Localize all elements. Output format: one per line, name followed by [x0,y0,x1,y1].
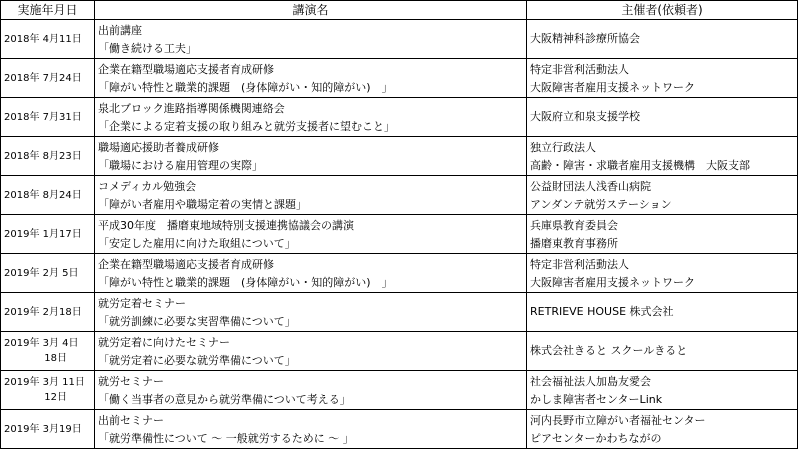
title-cell [95,410,527,449]
organizer-line: 株式会社きると スクールきると [530,344,688,357]
organizer-cell [527,293,798,332]
title-cell [95,20,527,59]
title-line: 「安定した雇用に向けた取組について」 [98,237,296,250]
table-row [1,137,798,176]
header-organizer: 主催者(依頼者) [527,1,798,20]
organizer-cell [527,410,798,449]
organizer-line: 大阪障害者雇用支援ネットワーク [530,276,695,289]
date-cell [1,137,95,176]
organizer-line: 播磨東教育事務所 [530,237,618,250]
date-text: 2019年 3月19日 [4,423,82,435]
organizer-line: 兵庫県教育委員会 [530,219,618,232]
organizer-line: ピアセンターかわちながの [530,432,662,445]
date-cell [1,254,95,293]
table-row [1,176,798,215]
date-cell [1,20,95,59]
title-line: 「働く当事者の意見から就労準備について考える」 [98,393,351,406]
date-text: 2019年 2月 5日 [4,267,79,279]
table-row [1,59,798,98]
title-line: 「就労定着に必要な就労準備について」 [98,354,296,367]
date-cell [1,371,95,410]
title-cell [95,215,527,254]
organizer-cell [527,59,798,98]
table-row [1,410,798,449]
title-line: 泉北ブロック進路指導関係機関連絡会 [98,102,285,115]
organizer-cell [527,137,798,176]
date-text: 2018年 8月23日 [4,150,82,162]
title-line: 出前講座 [98,24,142,37]
table-row [1,98,798,137]
header-title: 講演名 [95,1,527,20]
title-line: 「障がい特性と職業的課題 (身体障がい・知的障がい) 」 [98,81,393,94]
date-cell [1,176,95,215]
table-row [1,20,798,59]
date-extra-text: 18日 [44,353,67,364]
date-text: 2018年 7月24日 [4,72,82,84]
organizer-cell [527,176,798,215]
date-cell [1,293,95,332]
organizer-line: 特定非営利活動法人 [530,63,629,76]
organizer-line: 独立行政法人 [530,141,596,154]
header-date: 実施年月日 [1,1,95,20]
header-row [1,1,798,20]
date-text: 2019年 3月 11日 [4,377,85,388]
date-cell [1,98,95,137]
organizer-cell [527,98,798,137]
organizer-line: 公益財団法人浅香山病院 [530,180,651,193]
date-text: 2019年 3月 4日 [4,338,79,349]
table-row [1,215,798,254]
organizer-line: 大阪障害者雇用支援ネットワーク [530,81,695,94]
title-cell [95,371,527,410]
title-cell [95,254,527,293]
table-row [1,293,798,332]
title-cell [95,332,527,371]
title-line: 「職場における雇用管理の実際」 [98,159,263,172]
title-line: 企業在籍型職場適応支援者育成研修 [98,258,274,271]
date-cell [1,410,95,449]
title-line: 平成30年度 播磨東地域特別支援連携協議会の講演 [98,219,354,232]
organizer-line: 大阪府立和泉支援学校 [530,110,640,123]
organizer-line: 特定非営利活動法人 [530,258,629,271]
title-cell [95,293,527,332]
title-cell [95,59,527,98]
title-line: 出前セミナー [98,414,164,427]
organizer-cell [527,215,798,254]
title-cell [95,176,527,215]
organizer-line: 河内長野市立障がい者福祉センター [530,414,706,427]
title-line: 企業在籍型職場適応支援者育成研修 [98,63,274,76]
title-line: 「障がい特性と職業的課題 (身体障がい・知的障がい) 」 [98,276,393,289]
date-extra-text: 12日 [44,392,67,403]
title-line: 「障がい者雇用や職場定着の実情と課題」 [98,198,307,211]
date-cell [1,332,95,371]
table-row [1,371,798,410]
organizer-cell [527,254,798,293]
title-line: 「就労準備性について 〜 一般就労するために 〜 」 [98,432,354,445]
date-text: 2019年 1月17日 [4,228,82,240]
title-line: 「企業による定着支援の取り組みと就労支援者に望むこと」 [98,120,395,133]
organizer-cell [527,371,798,410]
title-line: 就労定着に向けたセミナー [98,336,230,349]
date-cell [1,215,95,254]
title-line: 「就労訓練に必要な実習準備について」 [98,315,296,328]
date-text: 2019年 2月18日 [4,306,82,318]
date-text: 2018年 7月31日 [4,111,82,123]
title-cell [95,98,527,137]
date-text: 2018年 4月11日 [4,33,82,45]
organizer-line: 高齢・障害・求職者雇用支援機構 大阪支部 [530,159,750,172]
organizer-line: かしま障害者センターLink [530,393,663,406]
organizer-line: アンダンテ就労ステーション [530,198,672,211]
title-line: コメディカル勉強会 [98,180,197,193]
title-line: 就労定着セミナー [98,297,186,310]
organizer-cell [527,332,798,371]
organizer-line: 社会福祉法人加島友愛会 [530,375,651,388]
title-line: 職場適応援助者養成研修 [98,141,219,154]
table-row [1,254,798,293]
organizer-line: 大阪精神科診療所協会 [530,32,640,45]
title-line: 「働き続ける工夫」 [98,42,197,55]
organizer-line: RETRIEVE HOUSE 株式会社 [530,305,674,318]
table-row [1,332,798,371]
date-cell [1,59,95,98]
date-text: 2018年 8月24日 [4,189,82,201]
title-cell [95,137,527,176]
organizer-cell [527,20,798,59]
title-line: 就労セミナー [98,375,164,388]
